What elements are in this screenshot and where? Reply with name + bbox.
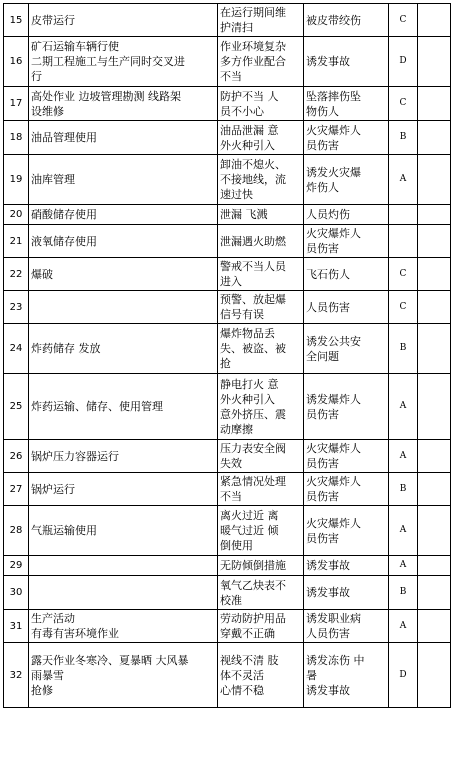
operation-cell: 露天作业冬寒冷、夏暴晒 大风暴 雨暴雪 抢修 [29,643,218,708]
operation-cell: 炸药储存 发放 [29,324,218,374]
empty-cell [418,121,451,155]
table-row [4,506,451,556]
operation-cell: 油品管理使用 [29,121,218,155]
risk-level-cell: B [389,576,418,610]
empty-cell [418,155,451,205]
operation-cell: 锅炉运行 [29,473,218,506]
row-number: 22 [4,258,29,291]
table-row [4,155,451,205]
empty-cell [418,205,451,225]
cause-cell: 警戒不当人员 进入 [218,258,304,291]
hazard-cell: 诱发事故 [304,576,389,610]
row-number: 27 [4,473,29,506]
empty-cell [418,258,451,291]
cause-cell: 油品泄漏 意 外火种引入 [218,121,304,155]
cause-cell: 静电打火 意 外火种引入 意外挤压、震 动摩擦 [218,374,304,440]
row-number: 16 [4,37,29,87]
risk-level-cell: A [389,556,418,576]
hazard-cell: 诱发事故 [304,37,389,87]
operation-cell: 油库管理 [29,155,218,205]
empty-cell [418,4,451,37]
operation-cell: 炸药运输、储存、使用管理 [29,374,218,440]
empty-cell [418,610,451,643]
risk-level-cell: C [389,87,418,121]
risk-level-cell: B [389,121,418,155]
row-number: 29 [4,556,29,576]
hazard-table-body [4,4,451,708]
operation-cell: 爆破 [29,258,218,291]
table-row [4,610,451,643]
operation-cell: 液氧储存使用 [29,225,218,258]
risk-level-cell: C [389,291,418,324]
row-number: 17 [4,87,29,121]
table-row [4,440,451,473]
hazard-cell: 被皮带绞伤 [304,4,389,37]
hazard-cell: 诱发冻伤 中 暑 诱发事故 [304,643,389,708]
risk-level-cell: A [389,374,418,440]
row-number: 19 [4,155,29,205]
risk-level-cell: A [389,506,418,556]
row-number: 23 [4,291,29,324]
empty-cell [418,37,451,87]
hazard-cell: 火灾爆炸人 员伤害 [304,506,389,556]
operation-cell: 气瓶运输使用 [29,506,218,556]
risk-level-cell: C [389,258,418,291]
cause-cell: 劳动防护用品 穿戴不正确 [218,610,304,643]
cause-cell: 离火过近 离 暖气过近 倾 倒使用 [218,506,304,556]
risk-level-cell: A [389,440,418,473]
row-number: 20 [4,205,29,225]
table-row [4,87,451,121]
hazard-cell: 火灾爆炸人 员伤害 [304,225,389,258]
risk-level-cell: A [389,610,418,643]
hazard-cell: 诱发火灾爆 炸伤人 [304,155,389,205]
risk-level-cell [389,225,418,258]
hazard-cell: 诱发公共安 全问题 [304,324,389,374]
cause-cell: 氧气乙炔表不 校准 [218,576,304,610]
operation-cell [29,576,218,610]
row-number: 15 [4,4,29,37]
table-row [4,324,451,374]
hazard-cell: 坠落摔伤坠 物伤人 [304,87,389,121]
cause-cell: 无防倾倒措施 [218,556,304,576]
empty-cell [418,291,451,324]
table-row [4,291,451,324]
table-row [4,121,451,155]
table-row [4,205,451,225]
cause-cell: 防护不当 人 员不小心 [218,87,304,121]
cause-cell: 视线不清 肢 体不灵活 心情不稳 [218,643,304,708]
table-row [4,643,451,708]
table-row [4,576,451,610]
cause-cell: 紧急情况处理 不当 [218,473,304,506]
risk-level-cell: B [389,324,418,374]
empty-cell [418,374,451,440]
row-number: 31 [4,610,29,643]
hazard-cell: 火灾爆炸人 员伤害 [304,440,389,473]
row-number: 21 [4,225,29,258]
empty-cell [418,225,451,258]
empty-cell [418,324,451,374]
empty-cell [418,556,451,576]
table-row [4,258,451,291]
table-row [4,225,451,258]
cause-cell: 压力表安全阀 失效 [218,440,304,473]
cause-cell: 预警、放起爆 信号有误 [218,291,304,324]
operation-cell [29,291,218,324]
row-number: 25 [4,374,29,440]
operation-cell: 硝酸储存使用 [29,205,218,225]
empty-cell [418,87,451,121]
row-number: 24 [4,324,29,374]
table-row [4,4,451,37]
hazard-table [3,3,451,708]
table-row [4,374,451,440]
hazard-cell: 人员伤害 [304,291,389,324]
operation-cell: 锅炉压力容器运行 [29,440,218,473]
operation-cell: 矿石运输车辆行使 二期工程施工与生产同时交叉进 行 [29,37,218,87]
risk-level-cell: D [389,643,418,708]
empty-cell [418,506,451,556]
hazard-cell: 飞石伤人 [304,258,389,291]
empty-cell [418,643,451,708]
cause-cell: 在运行期间维 护清扫 [218,4,304,37]
row-number: 32 [4,643,29,708]
table-row [4,556,451,576]
table-row [4,473,451,506]
risk-level-cell: B [389,473,418,506]
hazard-cell: 火灾爆炸人 员伤害 [304,473,389,506]
risk-level-cell: D [389,37,418,87]
risk-level-cell: C [389,4,418,37]
operation-cell: 高处作业 边坡管理勘测 线路架 设维修 [29,87,218,121]
hazard-cell: 人员灼伤 [304,205,389,225]
table-row [4,37,451,87]
row-number: 18 [4,121,29,155]
hazard-cell: 诱发事故 [304,556,389,576]
hazard-cell: 诱发爆炸人 员伤害 [304,374,389,440]
empty-cell [418,473,451,506]
operation-cell: 皮带运行 [29,4,218,37]
row-number: 30 [4,576,29,610]
operation-cell [29,556,218,576]
risk-level-cell: A [389,155,418,205]
risk-level-cell [389,205,418,225]
hazard-cell: 火灾爆炸人 员伤害 [304,121,389,155]
row-number: 26 [4,440,29,473]
cause-cell: 泄漏 飞溅 [218,205,304,225]
cause-cell: 爆炸物品丢 失、被盗、被 抢 [218,324,304,374]
cause-cell: 泄漏遇火助燃 [218,225,304,258]
empty-cell [418,576,451,610]
cause-cell: 卸油不熄火、 不接地线，流 速过快 [218,155,304,205]
operation-cell: 生产活动 有毒有害环境作业 [29,610,218,643]
hazard-cell: 诱发职业病 人员伤害 [304,610,389,643]
row-number: 28 [4,506,29,556]
cause-cell: 作业环境复杂 多方作业配合 不当 [218,37,304,87]
empty-cell [418,440,451,473]
